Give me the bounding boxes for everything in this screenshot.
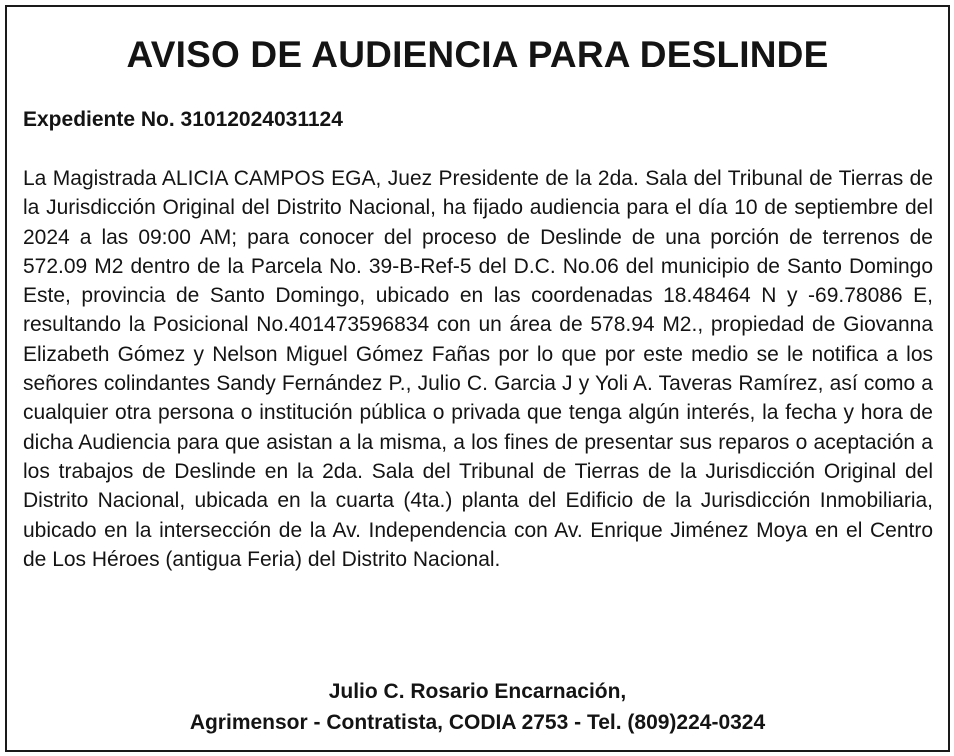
signature-details: Agrimensor - Contratista, CODIA 2753 - Tel. (809)224-0324: [189, 711, 766, 734]
signature-name: Julio C. Rosario Encarnación,: [328, 680, 627, 703]
notice-frame: [5, 5, 950, 752]
signature-block: [7, 676, 948, 738]
notice-body-paragraph: La Magistrada ALICIA CAMPOS EGA, Juez Presidente de la 2da. Sala del Tribunal de Tierras de la Jurisdicción Original del Distrito Nacional, ha fijado audiencia para el día 10 de septiembre del 2024 a las 09:00 AM; para conocer del proceso de Deslinde de una porción de terrenos de 572.09 M2 dentro de la Parcela No. 39-B-Ref-5 del D.C. No.06 del municipio de Santo Domingo Este, provincia de Santo Domingo, ubicado en las coordenadas 18.48464 N y -69.78086 E, resultando la Posicional No.401473596834 con un área de 578.94 M2., propiedad de Giovanna Elizabeth Gómez y Nelson Miguel Gómez Fañas por lo que por este medio se le notifica a los señores colindantes Sandy Fernández P., Julio C. Garcia J y Yoli A. Taveras Ramírez, así como a cualquier otra persona o institución pública o privada que tenga algún interés, la fecha y hora de dicha Audiencia para que asistan a la misma, a los fines de presentar sus reparos o aceptación a los trabajos de Deslinde en la 2da. Sala del Tribunal de Tierras de la Jurisdicción Original del Distrito Nacional, ubicada en la cuarta (4ta.) planta del Edificio de la Jurisdicción Inmobiliaria, ubicado en la intersección de la Av. Independencia con Av. Enrique Jiménez Moya en el Centro de Los Héroes (antigua Feria) del Distrito Nacional.: [23, 167, 933, 571]
expediente-number: Expediente No. 31012024031124: [23, 108, 343, 131]
notice-title: AVISO DE AUDIENCIA PARA DESLINDE: [126, 34, 829, 75]
